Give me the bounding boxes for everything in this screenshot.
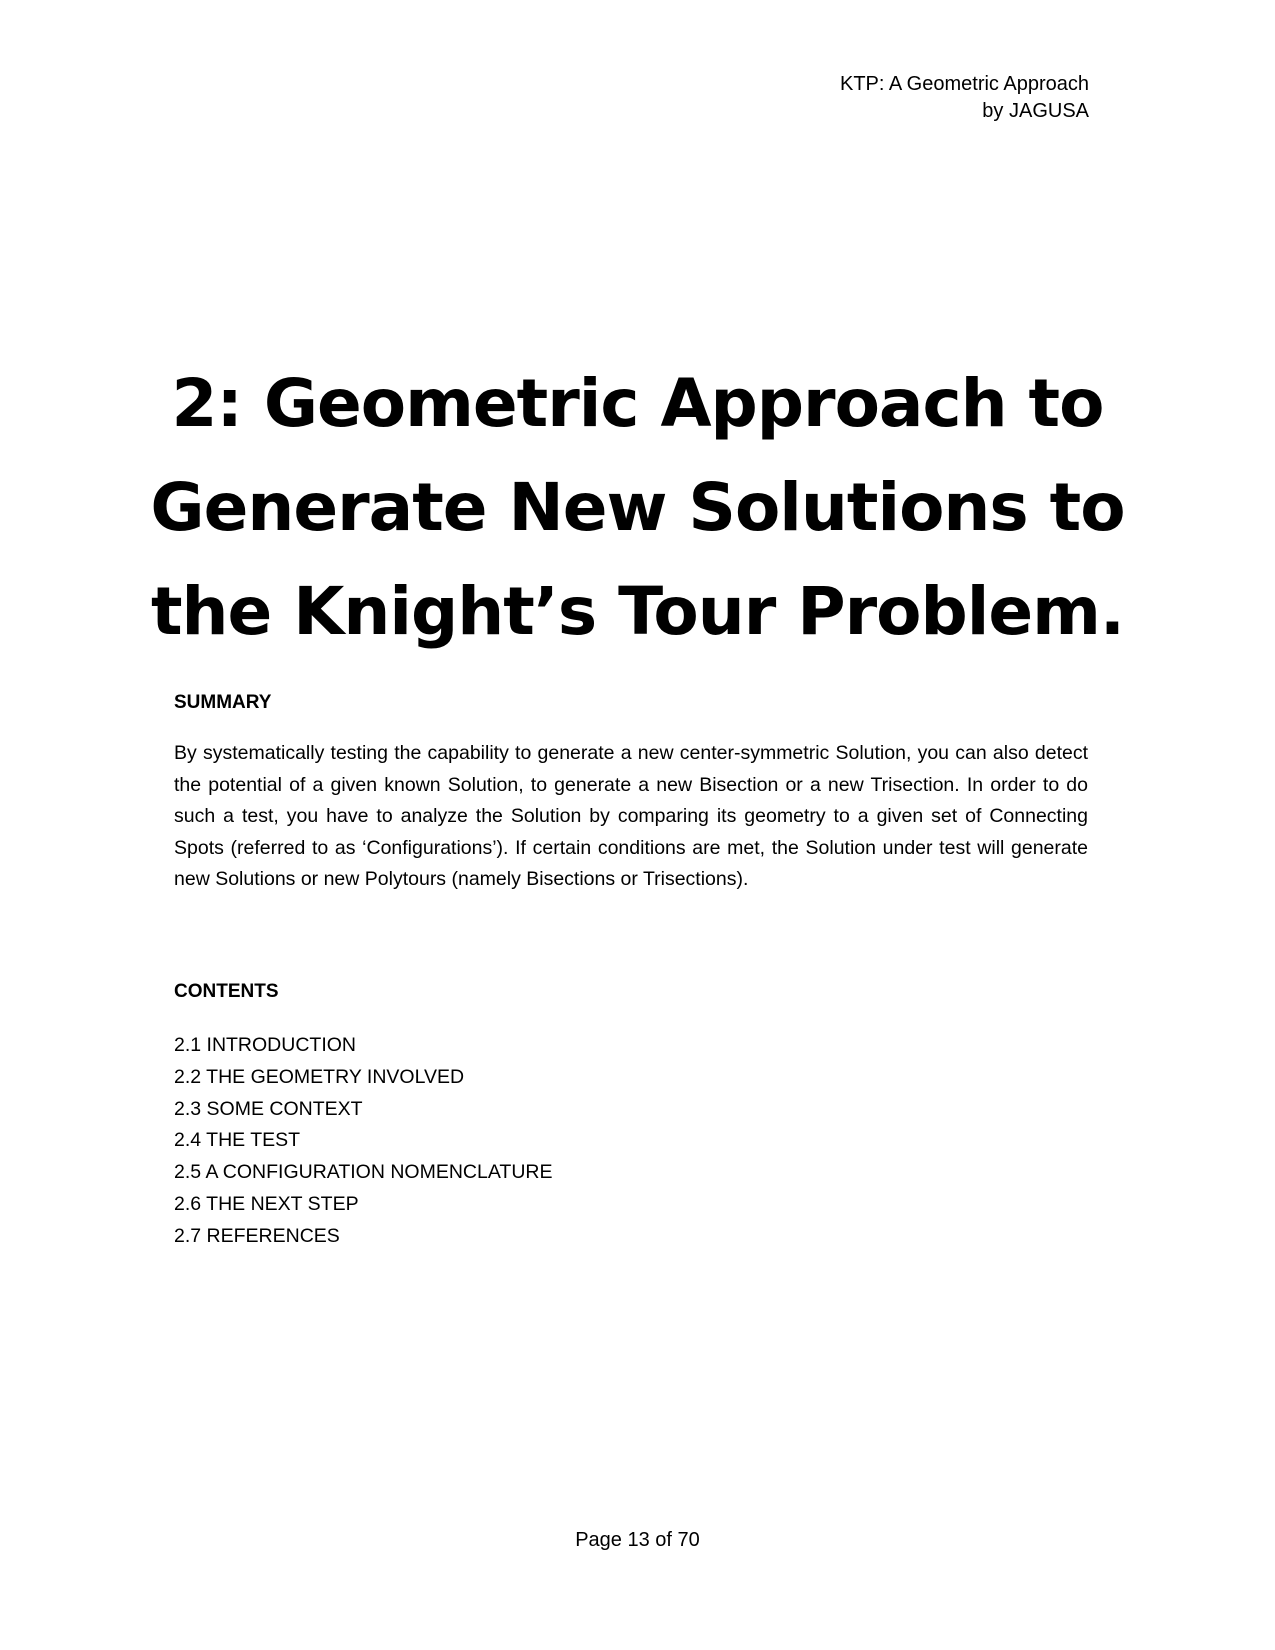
summary-paragraph: By systematically testing the capability to generate a new center-symmetric Solution, you can also detect the potential of a given known Solution, to generate a new Bisection or a new Trisection. In order to do such a test, you have to analyze the Solution by comparing its geometry to a given set of Connecting Spots (referred to as ‘Configurations’). If certain conditions are met, the Solution under test will generate new Solutions or new Polytours (namely Bisections or Trisections). xyxy=(174,742,1088,890)
page-header xyxy=(840,71,1089,125)
toc-item-some-context: 2.3 SOME CONTEXT xyxy=(174,1097,363,1120)
chapter-title-line: the Knight’s Tour Problem. xyxy=(151,573,1124,650)
toc-item-configuration-nomenclature: 2.5 A CONFIGURATION NOMENCLATURE xyxy=(174,1161,553,1184)
page-number: Page 13 of 70 xyxy=(575,1529,700,1551)
toc-item-the-test: 2.4 THE TEST xyxy=(174,1129,301,1152)
document-author: by JAGUSA xyxy=(982,100,1089,122)
toc-item-next-step: 2.6 THE NEXT STEP xyxy=(174,1192,359,1215)
chapter-title-line: Generate New Solutions to xyxy=(150,469,1125,546)
document-title: KTP: A Geometric Approach xyxy=(839,73,1089,95)
toc-item-introduction: 2.1 INTRODUCTION xyxy=(174,1034,357,1056)
table-of-contents xyxy=(174,1030,553,1253)
contents-heading: CONTENTS xyxy=(174,981,279,1002)
toc-item-geometry-involved: 2.2 THE GEOMETRY INVOLVED xyxy=(174,1065,465,1088)
chapter-title-line: 2: Geometric Approach to xyxy=(171,365,1104,442)
toc-item-references: 2.7 REFERENCES xyxy=(174,1224,340,1247)
chapter-title xyxy=(150,352,1125,664)
summary-heading: SUMMARY xyxy=(174,692,272,713)
